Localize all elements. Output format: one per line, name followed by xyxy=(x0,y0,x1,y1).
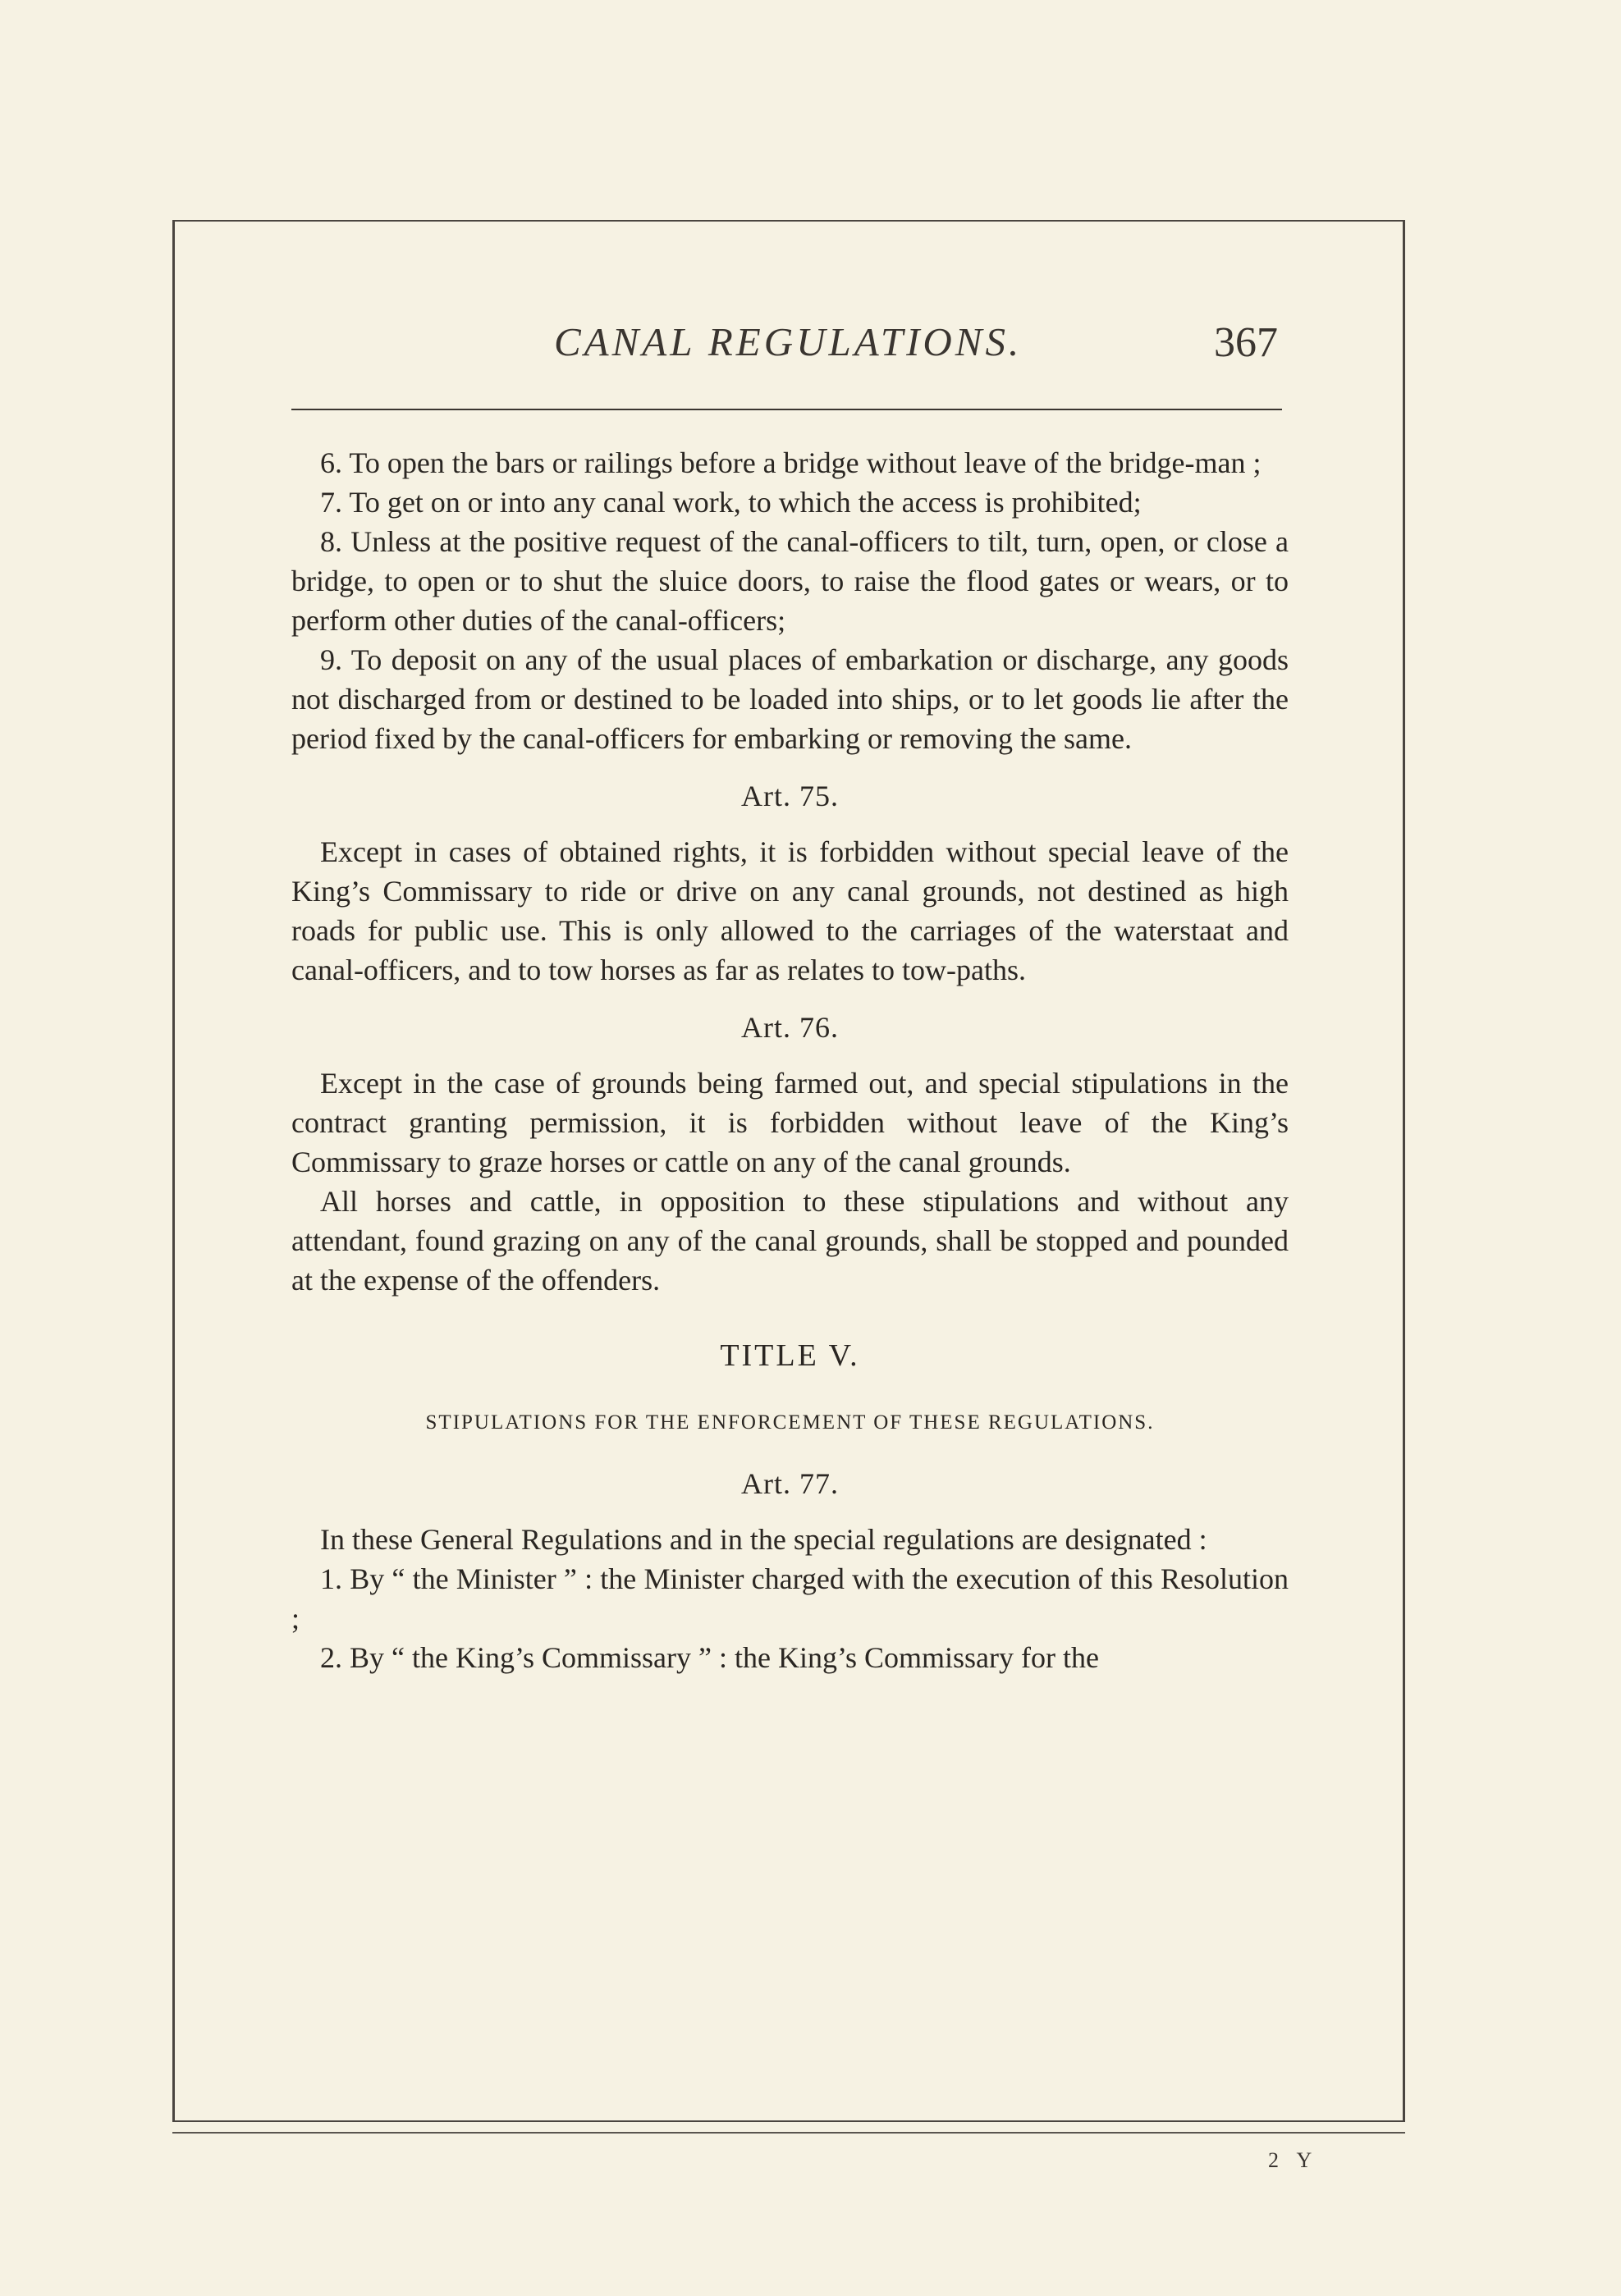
article-76-text-2: All horses and cattle, in opposition to these stipulations and without any attendant, found grazing on any of the canal grounds, shall be stopped and pounded at the expense of the offenders. xyxy=(291,1185,1289,1297)
header-rule xyxy=(291,409,1282,410)
article-75-heading: Art. 75. xyxy=(741,780,839,812)
page-body xyxy=(291,443,1289,1677)
clause-7: 7. To get on or into any canal work, to which the access is prohibited; xyxy=(320,486,1142,519)
signature-mark: 2 Y xyxy=(1268,2148,1319,2172)
frame-bottom-rule xyxy=(172,2132,1405,2134)
article-77-item-1: 1. By “ the Minister ” : the Minister charged with the execution of this Resolution ; xyxy=(291,1562,1289,1635)
article-77-intro: In these General Regulations and in the special regulations are designated : xyxy=(320,1523,1207,1556)
clause-6: 6. To open the bars or railings before a bridge without leave of the bridge-man ; xyxy=(320,446,1262,479)
article-77-heading: Art. 77. xyxy=(741,1467,839,1500)
article-77-item-2: 2. By “ the King’s Commissary ” : the King’s Commissary for the xyxy=(320,1641,1099,1674)
running-title: CANAL REGULATIONS. xyxy=(554,319,1023,364)
title-v-heading: TITLE V. xyxy=(720,1338,860,1373)
article-76-heading: Art. 76. xyxy=(741,1011,839,1044)
clause-8: 8. Unless at the positive request of the canal-officers to tilt, turn, open, or close a bridge, to open or to shut the sluice doors, to raise the flood gates or wears, or to perform other duties of the canal-officers; xyxy=(291,525,1289,637)
running-head xyxy=(291,318,1293,384)
title-v-subtitle: STIPULATIONS FOR THE ENFORCEMENT OF THESE REGULATIONS. xyxy=(425,1411,1155,1434)
article-76-text-1: Except in the case of grounds being farmed out, and special stipulations in the contract granting permission, it is forbidden without leave of the King’s Commissary to graze horses or cattle on any of the canal grounds. xyxy=(291,1067,1289,1178)
article-75-text: Except in cases of obtained rights, it is forbidden without special leave of the King’s Commissary to ride or drive on any canal grounds, not destined as high roads for public use. This is only allowed to the carriages of the waterstaat and canal-officers, and to tow horses as far as relates to tow-paths. xyxy=(291,835,1289,986)
clause-9: 9. To deposit on any of the usual places of embarkation or discharge, any goods not discharged from or destined to be loaded into ships, or to let goods lie after the period fixed by the canal-officers for embarking or removing the same. xyxy=(291,643,1289,755)
page-number: 367 xyxy=(1214,319,1278,366)
